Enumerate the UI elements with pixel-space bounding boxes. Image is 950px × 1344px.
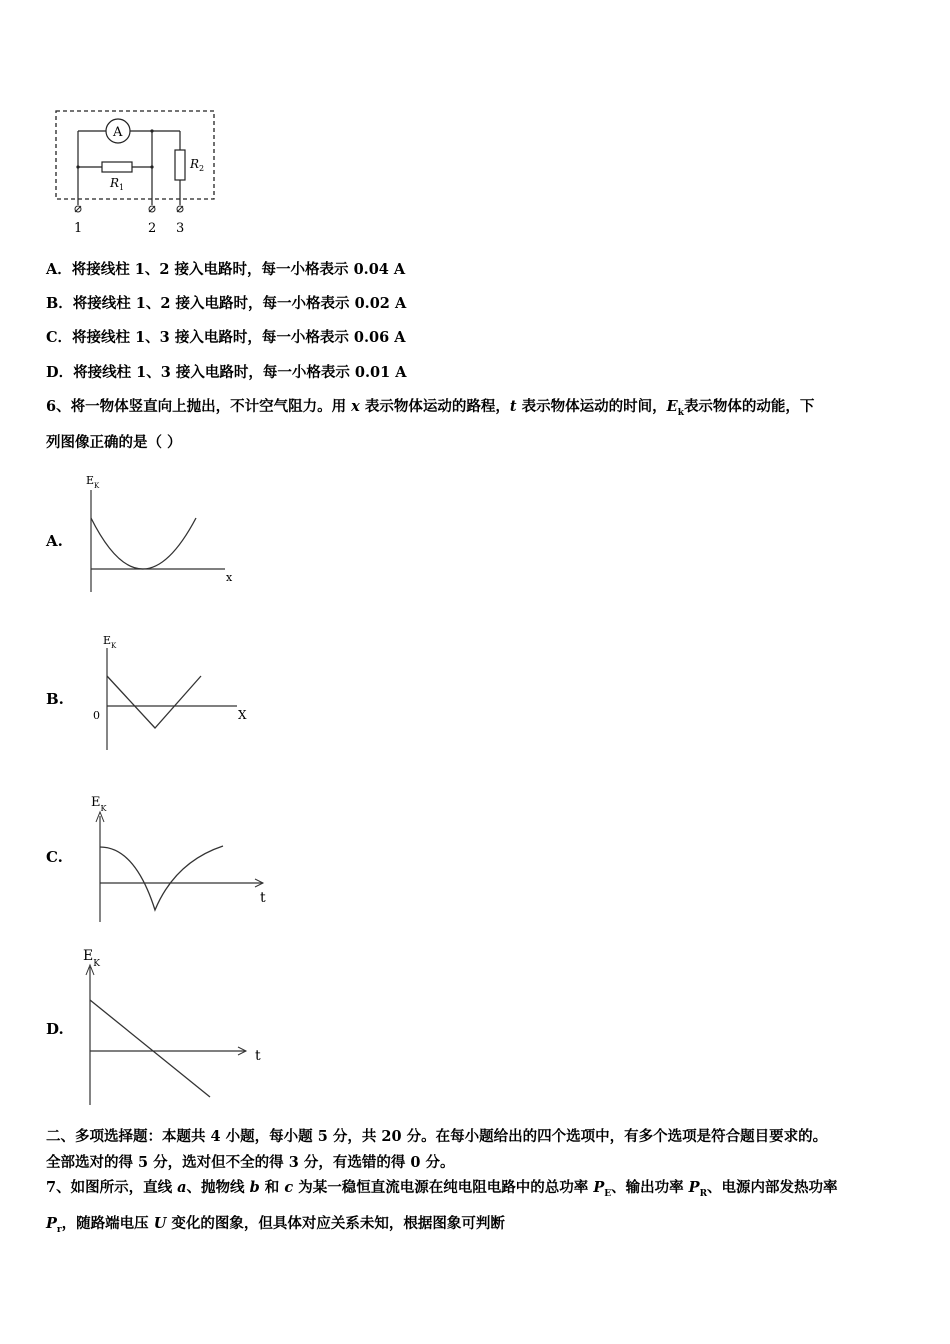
r2-label: $R_2$	[190, 157, 205, 173]
graph-b-curve	[107, 676, 201, 728]
q6-stem-line2: 列图像正确的是（ ）	[46, 434, 182, 451]
terminal-3	[177, 206, 183, 212]
graph-a-x-label: x	[226, 571, 233, 584]
graph-c-curve	[100, 846, 223, 910]
terminal-2	[149, 206, 155, 212]
circuit-diagram	[50, 105, 230, 240]
graph-b-origin-label: 0	[93, 709, 100, 722]
graph-b-y-label: $E_K$	[103, 634, 117, 650]
graph-a-y-label: $E_K$	[86, 474, 100, 490]
q7-stem-line1: 7、如图所示，直线 a、抛物线 b 和 c 为某一稳恒直流电源在纯电阻电路中的总功率 $P_E$、输出功率 $P_R$、电源内部发热功率	[46, 1179, 838, 1199]
terminal-3-label: 3	[176, 221, 185, 236]
dashed-box	[56, 111, 214, 199]
terminal-1-label: 1	[74, 221, 83, 236]
graph-a-curve	[91, 518, 196, 569]
section2-line2: 全部选对的得 5 分，选对但不全的得 3 分，有选错的得 0 分。	[46, 1154, 455, 1171]
q5-option-b: B．将接线柱 1、2 接入电路时，每一小格表示 0.02 A	[46, 295, 407, 312]
graph-b-label: B.	[46, 690, 64, 708]
graph-d-x-label: t	[255, 1048, 261, 1064]
graph-c-x-label: t	[260, 890, 266, 906]
graph-b-x-label: X	[238, 708, 247, 722]
q7-stem-line2: $P_r$，随路端电压 U 变化的图象，但具体对应关系未知，根据图象可判断	[46, 1215, 505, 1235]
graph-a-label: A.	[46, 532, 63, 550]
graph-b	[85, 630, 255, 755]
r1-resistor	[102, 162, 132, 172]
graph-c-y-label: $E_K$	[91, 795, 107, 813]
graph-d	[78, 945, 278, 1110]
graph-c-label: C.	[46, 848, 63, 866]
graph-d-line	[90, 1000, 210, 1097]
r2-resistor	[175, 150, 185, 180]
graph-d-y-label: $E_K$	[83, 948, 100, 969]
graph-c	[85, 792, 275, 922]
terminal-2-label: 2	[148, 221, 157, 236]
graph-a	[80, 470, 250, 600]
q5-option-a: A．将接线柱 1、2 接入电路时，每一小格表示 0.04 A	[46, 261, 406, 278]
terminal-1	[75, 206, 81, 212]
q6-stem-line1: 6、将一物体竖直向上抛出，不计空气阻力。用 x 表示物体运动的路程，t 表示物体运动的时间，$E_k$表示物体的动能，下	[46, 398, 815, 418]
q5-option-c: C．将接线柱 1、3 接入电路时，每一小格表示 0.06 A	[46, 329, 406, 346]
q5-option-d: D．将接线柱 1、3 接入电路时，每一小格表示 0.01 A	[46, 364, 407, 381]
r1-label: $R_1$	[110, 176, 125, 192]
graph-d-label: D.	[46, 1020, 64, 1038]
ammeter-label: A	[113, 125, 123, 140]
section2-line1: 二、多项选择题：本题共 4 小题，每小题 5 分，共 20 分。在每小题给出的四个选项中，有多个选项是符合题目要求的。	[46, 1128, 828, 1145]
